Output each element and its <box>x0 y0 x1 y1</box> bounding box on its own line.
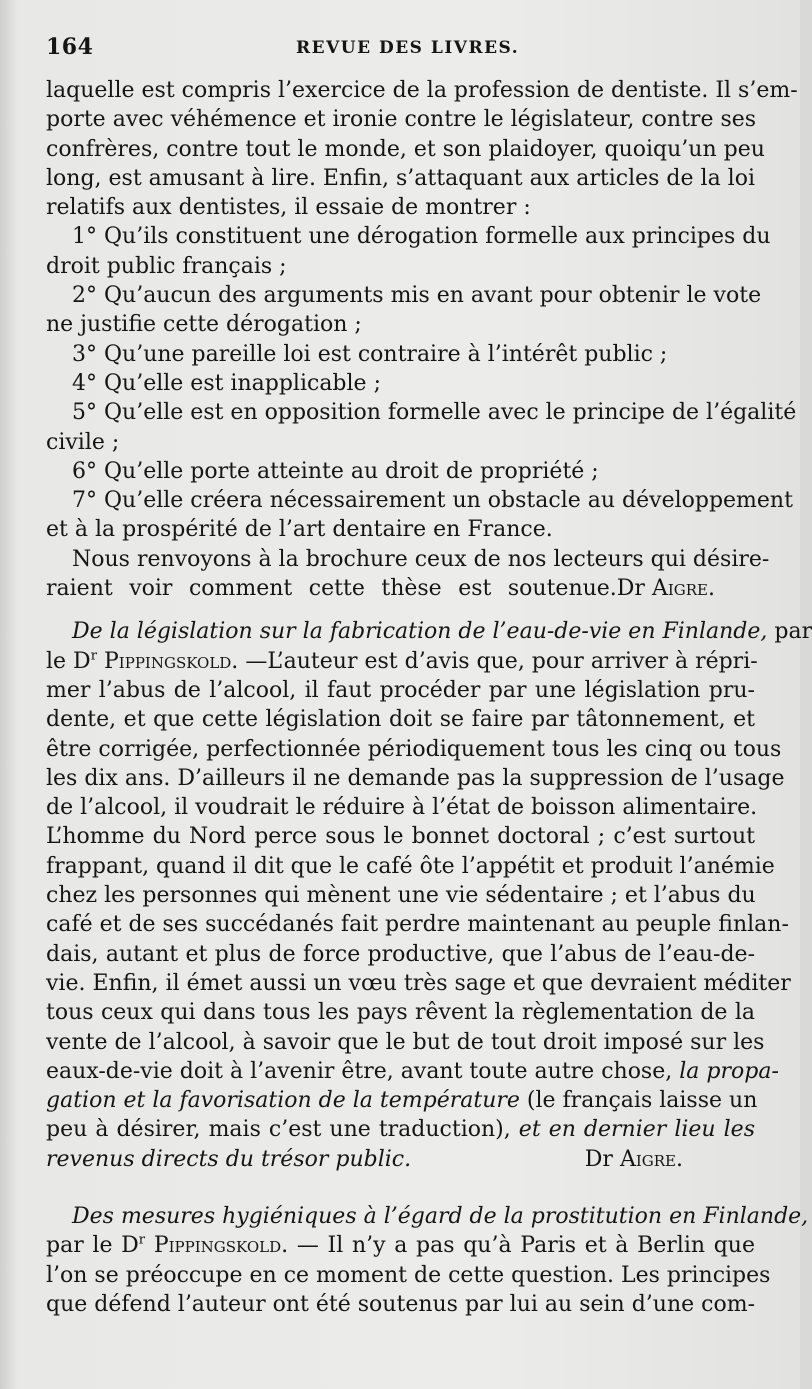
italic-span: revenus directs du trésor public. <box>46 1146 412 1172</box>
text-span: par le D <box>46 1233 139 1259</box>
text-line: chez les personnes qui mènent une vie sédentaire ; et l’abus du <box>46 883 756 909</box>
text-span: —L’auteur est d’avis que, pour arriver à répri- <box>245 648 758 674</box>
text-line: laquelle est compris l’exercice de la profession de dentiste. Il s’em- <box>46 78 798 103</box>
superscript: r <box>90 648 97 664</box>
text-line-with-signature <box>46 1145 755 1174</box>
signature-name: Aigre. <box>619 1146 683 1172</box>
text-line: de l’alcool, il voudrait le réduire à l’état de boisson alimentaire. <box>46 795 758 821</box>
text-line: dente, et que cette législation doit se faire par tâtonnement, et <box>46 707 755 733</box>
section-gap <box>46 603 755 617</box>
list-item-continuation: et à la prospérité de l’art dentaire en France. <box>46 517 553 543</box>
text-line: café et de ses succédanés fait perdre maintenant au peuple finlan- <box>46 912 789 938</box>
section-gap <box>46 1174 755 1202</box>
text-line: l’on se préoccupe en ce moment de cette question. Les principes <box>46 1262 771 1288</box>
review-author-line <box>46 647 758 676</box>
list-item: 3° Qu’une pareille loi est contraire à l’intérêt public ; <box>72 341 668 367</box>
text-line <box>46 1086 758 1115</box>
text-span: raient voir comment cette thèse est soutenue. <box>46 576 617 602</box>
signature <box>617 574 715 603</box>
author-name: Pippingskold. <box>104 648 239 674</box>
list-item: 2° Qu’aucun des arguments mis en avant pour obtenir le vote <box>72 283 762 309</box>
running-title: REVUE DES LIVRES. <box>296 38 520 58</box>
text-span: par <box>774 619 812 645</box>
review-title: Des mesures hygiéniques à l’égard de la prostitution en Finlande, <box>72 1203 809 1229</box>
main-text <box>46 76 812 1319</box>
text-line: les dix ans. D’ailleurs il ne demande pas la suppression de l’usage <box>46 765 785 791</box>
review-title: De la législation sur la fabrication de l’eau-de-vie en Finlande, <box>72 619 768 645</box>
text-line: L’homme du Nord perce sous le bonnet doctoral ; c’est surtout <box>46 824 755 850</box>
author-name: Pippingskold. <box>153 1233 289 1259</box>
page-number: 164 <box>46 34 94 60</box>
list-item: 5° Qu’elle est en opposition formelle avec le principe de l’égalité <box>72 400 797 426</box>
italic-span: gation et la favorisation de la température <box>46 1088 520 1114</box>
review-author-line <box>46 1231 755 1260</box>
text-line: vente de l’alcool, à savoir que le but de tout droit imposé sur les <box>46 1029 765 1055</box>
text-line: confrères, contre tout le monde, et son plaidoyer, quoiqu’un peu <box>46 136 765 162</box>
text-line <box>46 1115 755 1144</box>
text-span: — Il n’y a pas qu’à Paris et à Berlin que <box>296 1233 755 1259</box>
list-item: 4° Qu’elle est inapplicable ; <box>72 370 381 396</box>
text-line <box>46 1057 779 1086</box>
text-line: que défend l’auteur ont été soutenus par lui au sein d’une com- <box>46 1291 755 1317</box>
text-line: être corrigée, perfectionnée périodiquement tous les cinq ou tous <box>46 736 782 762</box>
text-line: frappant, quand il dit que le café ôte l’appétit et produit l’anémie <box>46 853 775 879</box>
text-line: Nous renvoyons à la brochure ceux de nos lecteurs qui désire- <box>72 546 770 572</box>
text-span: peu à désirer, mais c’est une traduction), <box>46 1117 511 1143</box>
text-line: vie. Enfin, il émet aussi un vœu très sage et que devraient méditer <box>46 970 791 996</box>
italic-span: et en dernier lieu les <box>518 1117 755 1143</box>
list-item: 6° Qu’elle porte atteinte au droit de propriété ; <box>72 458 599 484</box>
text-line-with-signature <box>46 574 755 603</box>
text-span: le D <box>46 648 91 674</box>
list-item-continuation: civile ; <box>46 429 120 455</box>
page-header <box>46 34 754 64</box>
list-item-continuation: droit public français ; <box>46 253 287 279</box>
signature-name: Aigre. <box>651 576 715 602</box>
signature <box>585 1145 683 1174</box>
review-title-line <box>46 1202 809 1231</box>
text-line: tous ceux qui dans tous les pays rêvent la règlementation de la <box>46 1000 755 1026</box>
text-span: (le français laisse un <box>526 1088 758 1114</box>
list-item: 7° Qu’elle créera nécessairement un obstacle au développement <box>72 488 793 514</box>
text-line: porte avec véhémence et ironie contre le législateur, contre ses <box>46 107 757 133</box>
list-item: 1° Qu’ils constituent une dérogation formelle aux principes du <box>72 224 771 250</box>
signature-title: Dr <box>584 1146 613 1172</box>
review-title-line <box>46 617 812 646</box>
text-line: dais, autant et plus de force productive, que l’abus de l’eau-de- <box>46 941 755 967</box>
text-line: long, est amusant à lire. Enfin, s’attaquant aux articles de la loi <box>46 165 755 191</box>
text-span: eaux-de-vie doit à l’avenir être, avant toute autre chose, <box>46 1058 673 1084</box>
list-item-continuation: ne justifie cette dérogation ; <box>46 312 362 338</box>
text-line: relatifs aux dentistes, il essaie de montrer : <box>46 195 531 221</box>
italic-span: la propa- <box>679 1058 779 1084</box>
text-line: mer l’abus de l’alcool, il faut procéder par une législation pru- <box>46 677 755 703</box>
signature-title: Dr <box>616 576 645 602</box>
superscript: r <box>138 1232 146 1248</box>
